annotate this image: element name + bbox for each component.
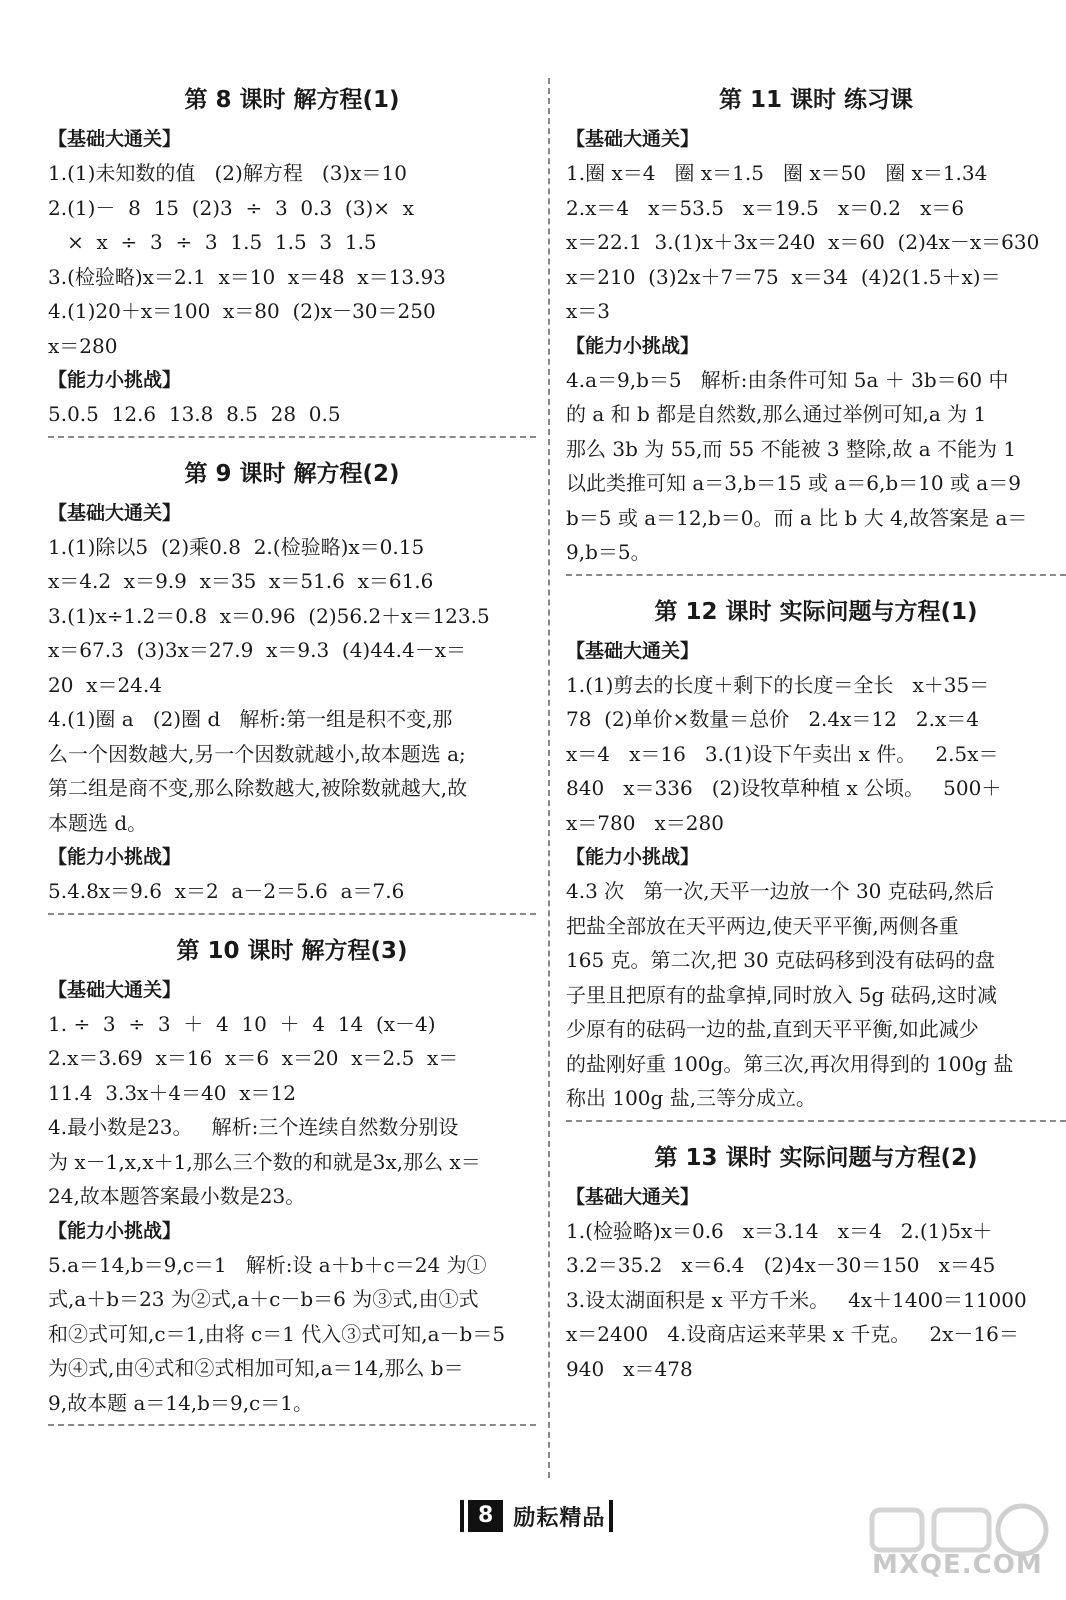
left-column	[48, 78, 536, 1440]
answer-line: x＝4.2 x＝9.9 x＝35 x＝51.6 x＝61.6	[48, 569, 434, 593]
answer-line: x＝280	[48, 333, 118, 358]
answer-line: 那么 3b 为 55,而 55 不能被 3 整除,故 a 不能为 1	[566, 436, 1017, 461]
footer-bar-left	[460, 1500, 464, 1532]
section-separator	[48, 436, 536, 438]
block-heading: 【基础大通关】	[566, 639, 700, 662]
page-footer	[456, 1496, 617, 1536]
answer-line: 2.(1)－ 8 15 (2)3 ÷ 3 0.3 (3)× x	[48, 195, 415, 220]
answer-line: 4.3 次 第一次,天平一边放一个 30 克砝码,然后	[566, 879, 995, 903]
block-heading: 【基础大通关】	[48, 128, 182, 150]
answer-line: 的盐刚好重 100g。第三次,再次用得到的 100g 盐	[566, 1051, 1014, 1076]
section-title: 第 8 课时 解方程(1)	[184, 87, 400, 113]
column-divider	[548, 78, 550, 1478]
answer-line: x＝210 (3)2x＋7＝75 x＝34 (4)2(1.5＋x)＝	[566, 264, 1001, 289]
block-heading: 【能力小挑战】	[48, 369, 182, 391]
answer-line: 为 x－1,x,x＋1,那么三个数的和就是3x,那么 x＝	[48, 1149, 481, 1174]
answer-line: 2.x＝3.69 x＝16 x＝6 x＝20 x＝2.5 x＝	[48, 1046, 459, 1070]
answer-line: 第二组是商不变,那么除数越大,被除数就越大,故	[48, 776, 468, 800]
answer-line: 78 (2)单价×数量＝总价 2.4x＝12 2.x＝4	[566, 707, 980, 731]
answer-line: 么一个因数越大,另一个因数就越小,故本题选 a;	[48, 741, 466, 766]
answer-line: 2.x＝4 x＝53.5 x＝19.5 x＝0.2 x＝6	[566, 195, 965, 220]
answer-line: 4.a＝9,b＝5 解析:由条件可知 5a ＋ 3b＝60 中	[566, 367, 1009, 392]
answer-line: 5.a＝14,b＝9,c＝1 解析:设 a＋b＋c＝24 为①	[48, 1252, 487, 1277]
block-heading: 【基础大通关】	[48, 978, 182, 1001]
section-title: 第 11 课时 练习课	[718, 87, 914, 113]
answer-line: 称出 100g 盐,三等分成立。	[566, 1086, 817, 1110]
section-title: 第 9 课时 解方程(2)	[184, 460, 400, 487]
answer-line: 1.圈 x＝4 圈 x＝1.5 圈 x＝50 圈 x＝1.34	[566, 161, 988, 185]
answer-line: 少原有的砝码一边的盐,直到天平平衡,如此减少	[566, 1017, 979, 1041]
answer-line: 1.(检验略)x＝0.6 x＝3.14 x＝4 2.(1)5x＋	[566, 1218, 993, 1243]
answer-line: 为④式,由④式和②式相加可知,a＝14,那么 b＝	[48, 1356, 464, 1380]
brand-name: 励耘精品	[513, 1505, 606, 1531]
section-separator	[48, 913, 536, 915]
answer-line: x＝3	[566, 299, 611, 323]
answer-line: 子里且把原有的盐拿掉,同时放入 5g 砝码,这时减	[566, 982, 997, 1007]
answer-line: 11.4 3.3x＋4＝40 x＝12	[48, 1080, 296, 1105]
answer-line: 5.0.5 12.6 13.8 8.5 28 0.5	[48, 402, 341, 426]
answer-line: x＝22.1 3.(1)x＋3x＝240 x＝60 (2)4x－x＝630	[566, 230, 1040, 254]
answer-line: 840 x＝336 (2)设牧草种植 x 公顷。 500＋	[566, 776, 1002, 800]
answer-line: 24,故本题答案最小数是23。	[48, 1184, 306, 1208]
answer-line: × x ÷ 3 ÷ 3 1.5 1.5 3 1.5	[48, 230, 377, 254]
block-heading: 【能力小挑战】	[566, 334, 700, 357]
section-title: 第 13 课时 实际问题与方程(2)	[654, 1144, 978, 1171]
answer-line: 以此类推可知 a＝3,b＝15 或 a＝6,b＝10 或 a＝9	[566, 471, 1021, 495]
answer-line: 3.设太湖面积是 x 平方千米。 4x＋1400＝11000	[566, 1287, 1027, 1312]
answer-line: 1. ÷ 3 ÷ 3 ＋ 4 10 ＋ 4 14 (x－4)	[48, 1011, 436, 1036]
footer-bar-right	[609, 1500, 613, 1532]
answer-line: 4.(1)20＋x＝100 x＝80 (2)x－30＝250	[48, 299, 436, 323]
answer-line: 3.2＝35.2 x＝6.4 (2)4x－30＝150 x＝45	[566, 1253, 996, 1277]
page-number: 8	[468, 1500, 503, 1532]
answer-line: 1.(1)除以5 (2)乘0.8 2.(检验略)x＝0.15	[48, 534, 425, 559]
answer-line: x＝4 x＝16 3.(1)设下午卖出 x 件。 2.5x＝	[566, 741, 999, 766]
answer-line: x＝780 x＝280	[566, 810, 724, 835]
answer-line: 式,a＋b＝23 为②式,a＋c－b＝6 为③式,由①式	[48, 1287, 479, 1311]
answer-line: 4.(1)圈 a (2)圈 d 解析:第一组是积不变,那	[48, 707, 453, 731]
answer-line: 把盐全部放在天平两边,使天平平衡,两侧各重	[566, 913, 959, 938]
answer-line: x＝67.3 (3)3x＝27.9 x＝9.3 (4)44.4－x＝	[48, 638, 467, 662]
section-title: 第 12 课时 实际问题与方程(1)	[654, 598, 978, 625]
answer-line: 的 a 和 b 都是自然数,那么通过举例可知,a 为 1	[566, 402, 987, 426]
block-heading: 【能力小挑战】	[566, 846, 700, 868]
answer-line: 20 x＝24.4	[48, 672, 162, 697]
answer-line: 165 克。第二次,把 30 克砝码移到没有砝码的盘	[566, 948, 996, 972]
answer-line: 1.(1)未知数的值 (2)解方程 (3)x＝10	[48, 161, 407, 185]
block-heading: 【基础大通关】	[566, 128, 700, 150]
block-heading: 【基础大通关】	[48, 501, 182, 524]
block-heading: 【能力小挑战】	[48, 846, 182, 868]
section-separator	[566, 1120, 1066, 1122]
answer-line: 9,故本题 a＝14,b＝9,c＝1。	[48, 1390, 313, 1415]
watermark-text: MXQE.COM	[872, 1550, 1043, 1580]
section-separator	[48, 1424, 536, 1426]
answer-line: 3.(检验略)x＝2.1 x＝10 x＝48 x＝13.93	[48, 264, 446, 289]
answer-line: x＝2400 4.设商店运来苹果 x 千克。 2x－16＝	[566, 1322, 1019, 1346]
answer-line: 3.(1)x÷1.2＝0.8 x＝0.96 (2)56.2＋x＝123.5	[48, 603, 490, 628]
block-heading: 【基础大通关】	[566, 1185, 700, 1208]
block-heading: 【能力小挑战】	[48, 1219, 182, 1242]
answer-line: 940 x＝478	[566, 1356, 693, 1381]
section-title: 第 10 课时 解方程(3)	[176, 937, 408, 964]
answer-line: b＝5 或 a＝12,b＝0。而 a 比 b 大 4,故答案是 a＝	[566, 505, 1028, 530]
answer-line: 本题选 d。	[48, 810, 148, 835]
answer-line: 4.最小数是23。 解析:三个连续自然数分别设	[48, 1115, 459, 1139]
answer-line: 1.(1)剪去的长度＋剩下的长度＝全长 x＋35＝	[566, 672, 990, 697]
answer-line: 和②式可知,c＝1,由将 c＝1 代入③式可知,a－b＝5	[48, 1321, 506, 1346]
right-column	[566, 78, 1066, 1386]
section-separator	[566, 574, 1066, 576]
answer-line: 9,b＝5。	[566, 540, 651, 564]
answer-line: 5.4.8x＝9.6 x＝2 a－2＝5.6 a＝7.6	[48, 879, 405, 903]
